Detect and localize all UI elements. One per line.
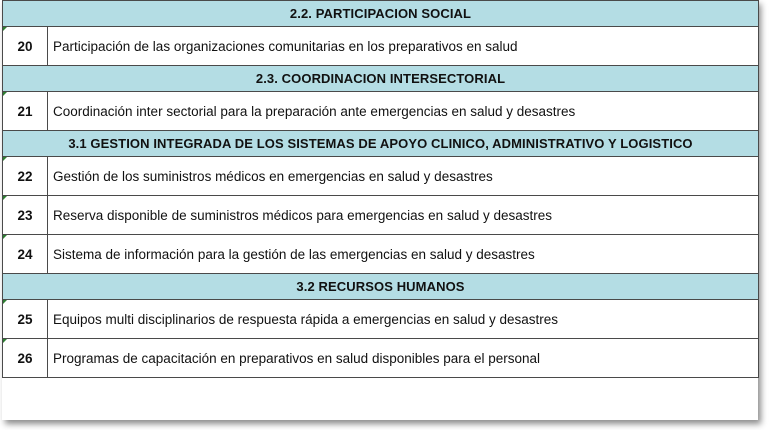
cell-marker-icon — [3, 300, 7, 304]
table-row — [3, 339, 759, 378]
table-row — [3, 92, 759, 131]
item-description: Coordinación inter sectorial para la preparación ante emergencias en salud y desastres — [48, 92, 759, 131]
cell-marker-icon — [3, 92, 7, 96]
item-number: 23 — [3, 196, 48, 235]
item-number: 26 — [3, 339, 48, 378]
section-header-row — [3, 66, 759, 92]
cell-marker-icon — [3, 157, 7, 161]
item-number: 20 — [3, 27, 48, 66]
table-row — [3, 196, 759, 235]
table-row — [3, 27, 759, 66]
item-description: Participación de las organizaciones comunitarias en los preparativos en salud — [48, 27, 759, 66]
section-header-row — [3, 1, 759, 27]
section-title: 3.2 RECURSOS HUMANOS — [3, 274, 759, 300]
cell-marker-icon — [3, 196, 7, 200]
section-title: 3.1 GESTION INTEGRADA DE LOS SISTEMAS DE APOYO CLINICO, ADMINISTRATIVO Y LOGISTICO — [3, 131, 759, 157]
item-description: Equipos multi disciplinarios de respuesta rápida a emergencias en salud y desastres — [48, 300, 759, 339]
cell-marker-icon — [3, 235, 7, 239]
spreadsheet-frame — [2, 0, 758, 420]
cell-marker-icon — [3, 339, 7, 343]
indicator-table — [2, 0, 759, 378]
item-number: 24 — [3, 235, 48, 274]
item-number: 22 — [3, 157, 48, 196]
section-title: 2.3. COORDINACION INTERSECTORIAL — [3, 66, 759, 92]
item-description: Sistema de información para la gestión de las emergencias en salud y desastres — [48, 235, 759, 274]
item-description: Reserva disponible de suministros médicos para emergencias en salud y desastres — [48, 196, 759, 235]
table-row — [3, 235, 759, 274]
item-number: 21 — [3, 92, 48, 131]
section-header-row — [3, 274, 759, 300]
section-title: 2.2. PARTICIPACION SOCIAL — [3, 1, 759, 27]
table-row — [3, 157, 759, 196]
item-number: 25 — [3, 300, 48, 339]
item-description: Gestión de los suministros médicos en emergencias en salud y desastres — [48, 157, 759, 196]
table-row — [3, 300, 759, 339]
item-description: Programas de capacitación en preparativos en salud disponibles para el personal — [48, 339, 759, 378]
cell-marker-icon — [3, 27, 7, 31]
section-header-row — [3, 131, 759, 157]
